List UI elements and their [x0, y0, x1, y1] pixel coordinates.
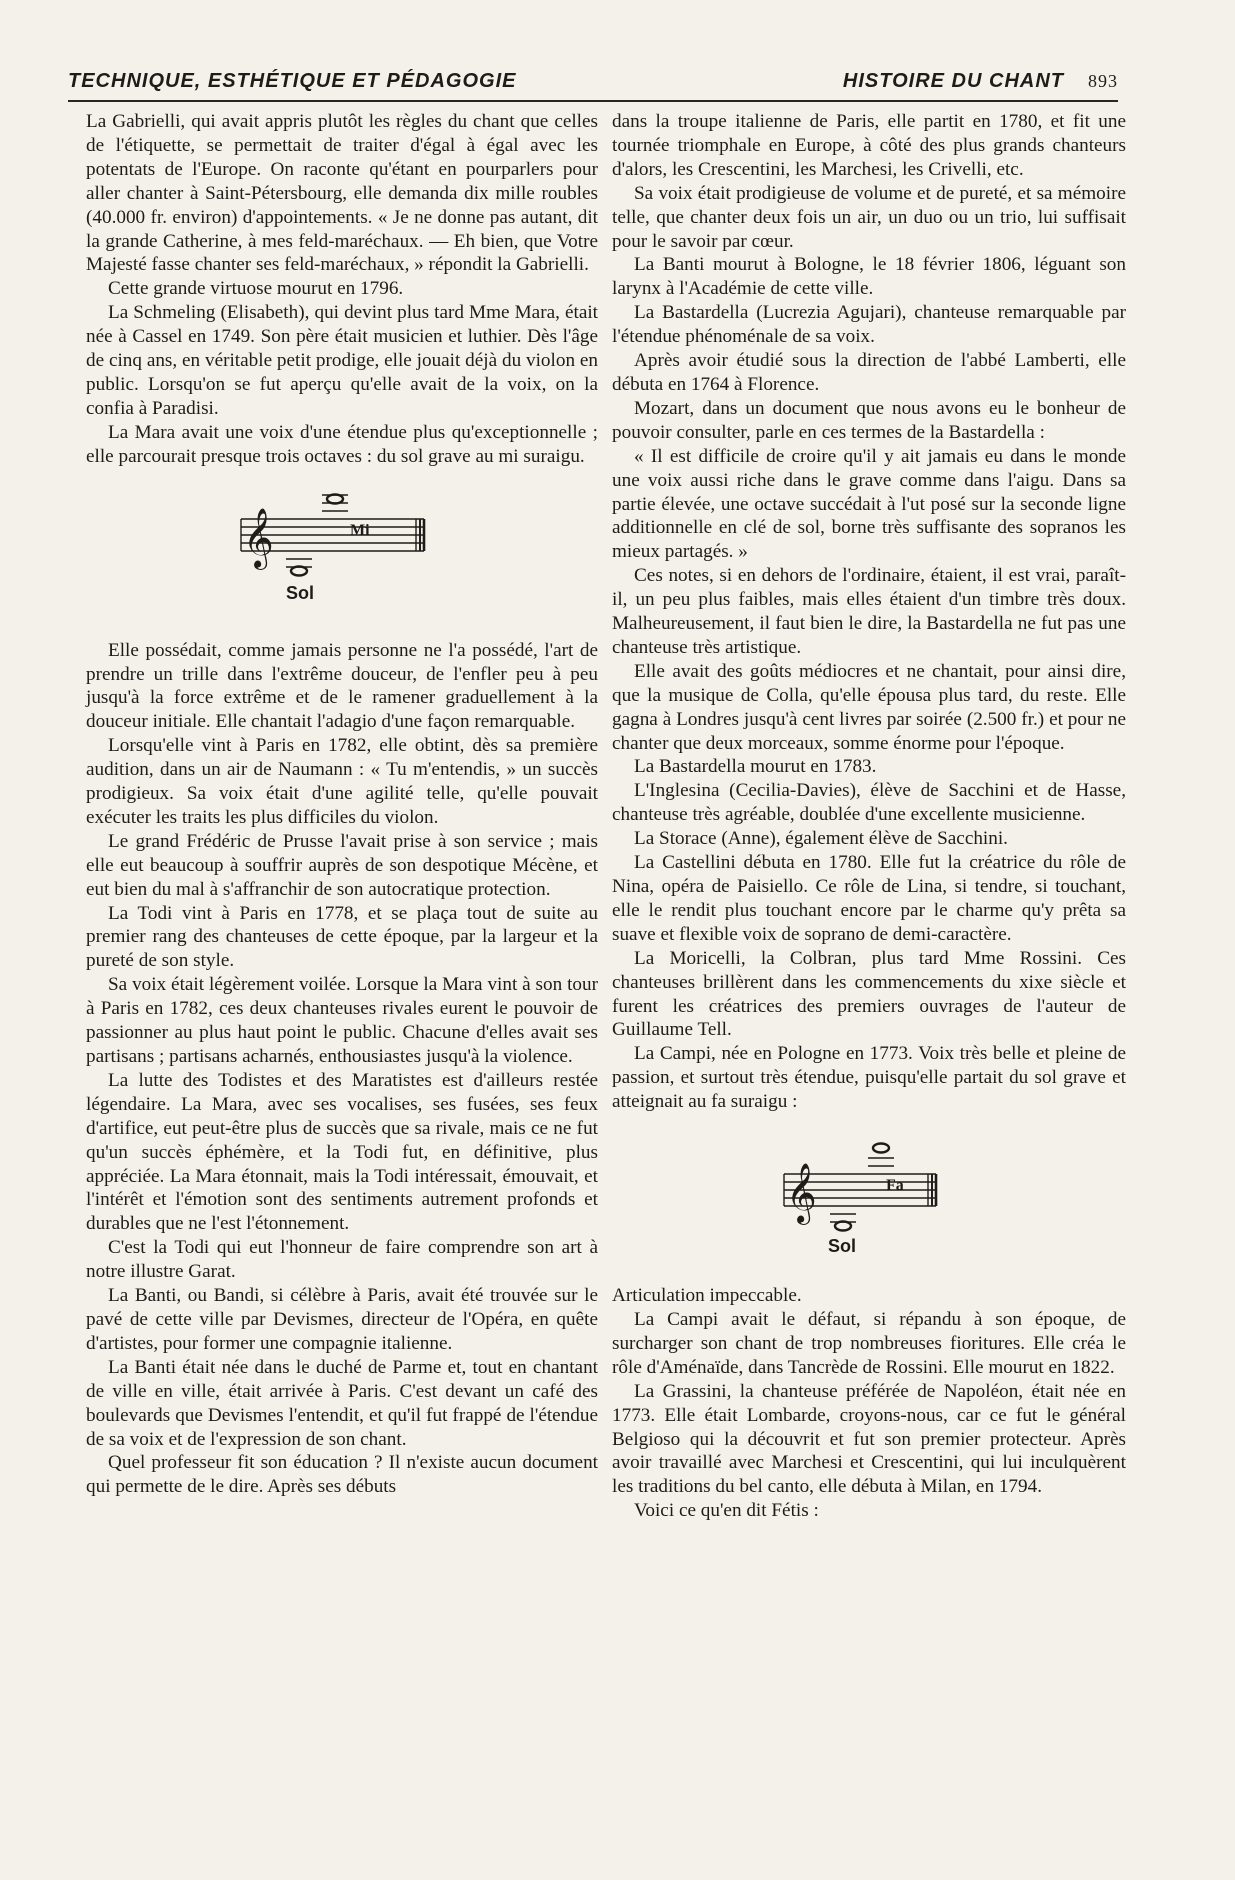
paragraph: « Il est difficile de croire qu'il y ait jamais eu dans le monde une voix aussi riche dans le grave comme dans l'aigu. Dans sa partie élevée, une octave succédait à l'ut posé sur la seconde ligne additionnelle en clé de sol, borne très suffisante des sopranos les mieux partagés. »	[612, 445, 1126, 563]
paragraph: Elle possédait, comme jamais personne ne l'a possédé, l'art de prendre un trille dans l'extrême douceur, de l'enfler peu à peu jusqu'à la force extrême et de le ramener graduellement à la douceur initiale. Elle chantait l'adagio d'une façon remarquable.	[86, 639, 598, 733]
paragraph: Quel professeur fit son éducation ? Il n'existe aucun document qui permette de le dire. Après ses débuts	[86, 1452, 598, 1498]
paragraph: La Storace (Anne), également élève de Sacchini.	[634, 828, 1008, 850]
running-header	[68, 70, 1118, 102]
paragraph: La Campi avait le défaut, si répandu à son époque, de surcharger son chant de trop nombreuses fioritures. Elle créa le rôle d'Aménaïde, dans Tancrède de Rossini. Elle mourut en 1822.	[612, 1308, 1126, 1378]
campi-range-figure	[612, 1122, 1126, 1272]
paragraph: Mozart, dans un document que nous avons eu le bonheur de pouvoir consulter, parle en ces termes de la Bastardella :	[612, 397, 1126, 443]
note-label-high: Mi	[350, 521, 370, 539]
paragraph: La Banti, ou Bandi, si célèbre à Paris, avait été trouvée sur le pavé de cette ville par Devismes, directeur de l'Opéra, en quête d'artistes, pour former une compagnie italienne.	[86, 1285, 598, 1354]
svg-text:𝄞: 𝄞	[786, 1163, 817, 1224]
paragraph: Sa voix était prodigieuse de volume et de pureté, et sa mémoire telle, que chanter deux fois un air, un duo ou un trio, lui suffisait pour le savoir par cœur.	[612, 182, 1126, 252]
paragraph: Voici ce qu'en dit Fétis :	[634, 1500, 819, 1522]
paragraph: La Banti mourut à Bologne, le 18 février 1806, léguant son larynx à l'Académie de cette ville.	[612, 254, 1126, 300]
paragraph: La Schmeling (Elisabeth), qui devint plus tard Mme Mara, était née à Cassel en 1749. Son père était musicien et luthier. Dès l'âge de cinq ans, en véritable petit prodige, elle jouait déjà du violon en public. Lorsqu'on se fut aperçu qu'elle avait de la voix, on la confia à Paradisi.	[86, 302, 598, 419]
paragraph: La lutte des Todistes et des Maratistes est d'ailleurs restée légendaire. La Mara, avec ses vocalises, ses fusées, ses feux d'artifice, eut peut-être plus de succès que sa rivale, mais ce ne fut qu'un succès éphémère, et la Todi fut, en définitive, plus appréciée. La Mara étonnait, mais la Todi intéressait, émouvait, et l'intérêt et l'émotion sont des sentiments autrement profonds et durables que ne l'est l'étonnement.	[86, 1069, 598, 1235]
paragraph: Sa voix était légèrement voilée. Lorsque la Mara vint à son tour à Paris en 1782, ces deux chanteuses rivales eurent le pouvoir de passionner au plus haut point le public. Chacune d'elles avait ses partisans ; partisans acharnés, enthousiastes jusqu'à la violence.	[86, 974, 598, 1067]
note-label-high: Fa	[886, 1177, 904, 1195]
paragraph: La Bastardella mourut en 1783.	[634, 756, 877, 778]
header-chapter: HISTOIRE DU CHANT	[842, 70, 1064, 92]
paragraph: La Campi, née en Pologne en 1773. Voix très belle et pleine de passion, et surtout très étendue, puisqu'elle partait du sol grave et atteignait au fa suraigu :	[612, 1043, 1126, 1113]
page-number: 893	[1088, 71, 1118, 91]
paragraph: dans la troupe italienne de Paris, elle partit en 1780, et fit une tournée triomphale en Europe, à côté des plus grands chanteurs d'alors, les Crescentini, les Marchesi, les Crivelli, etc.	[612, 111, 1126, 180]
paragraph: La Todi vint à Paris en 1778, et se plaça tout de suite au premier rang des chanteuses de cette époque, par la largeur et la pureté de son style.	[86, 902, 598, 972]
note-label-low: Sol	[286, 582, 315, 603]
paragraph: Ces notes, si en dehors de l'ordinaire, étaient, il est vrai, paraît-il, un peu plus faibles, mais elles étaient d'un timbre très doux. Malheureusement, il faut bien le dire, la Bastardella ne fut pas une chanteuse très artistique.	[612, 565, 1126, 658]
paragraph: Cette grande virtuose mourut en 1796.	[108, 278, 404, 300]
right-column	[612, 110, 1126, 1523]
paragraph: Lorsqu'elle vint à Paris en 1782, elle obtint, dès sa première audition, dans un air de Naumann : « Tu m'entendis, » un succès prodigieux. Sa voix était d'une agilité telle, qu'elle pouvait exécuter les traits les plus difficiles du violon.	[86, 735, 598, 828]
mara-range-figure	[86, 477, 598, 627]
paragraph: La Mara avait une voix d'une étendue plus qu'exceptionnelle ; elle parcourait presque trois octaves : du sol grave au mi suraigu.	[86, 421, 598, 467]
paragraph: L'Inglesina (Cecilia-Davies), élève de Sacchini et de Hasse, chanteuse très agréable, doublée d'une excellente musicienne.	[612, 780, 1126, 826]
paragraph: La Gabrielli, qui avait appris plutôt les règles du chant que celles de l'étiquette, se permettait de traiter d'égal à égal avec les potentats de l'Europe. On raconte qu'étant en pourparlers pour aller chanter à Saint-Pétersbourg, elle demanda dix mille roubles (40.000 fr. environ) d'appointements. « Je ne donne pas autant, dit la grande Catherine, à mes feld-maréchaux. — Eh bien, que Votre Majesté fasse chanter ses feld-maréchaux, » répondit la Gabrielli.	[86, 111, 598, 276]
paragraph: La Bastardella (Lucrezia Agujari), chanteuse remarquable par l'étendue phénoménale de sa voix.	[612, 302, 1126, 348]
left-column	[86, 110, 598, 1499]
paragraph: Le grand Frédéric de Prusse l'avait prise à son service ; mais elle eut beaucoup à souffrir auprès de son despotique Mécène, et eut bien du mal à s'affranchir de son autocratique protection.	[86, 830, 598, 900]
paragraph: La Castellini débuta en 1780. Elle fut la créatrice du rôle de Nina, opéra de Paisiello. Ce rôle de Lina, si tendre, si touchant, elle le rendit plus touchant encore par le charme qu'y prêta sa suave et flexible voix de soprano de demi-caractère.	[612, 852, 1126, 945]
music-staff-mara	[86, 477, 598, 627]
paragraph: Articulation impeccable.	[612, 1285, 802, 1307]
header-section-title: TECHNIQUE, ESTHÉTIQUE ET PÉDAGOGIE	[68, 70, 517, 92]
svg-text:𝄞: 𝄞	[243, 507, 274, 568]
paragraph: Après avoir étudié sous la direction de l'abbé Lamberti, elle débuta en 1764 à Florence.	[612, 350, 1126, 395]
paragraph: C'est la Todi qui eut l'honneur de faire comprendre son art à notre illustre Garat.	[86, 1237, 598, 1283]
paragraph: La Moricelli, la Colbran, plus tard Mme Rossini. Ces chanteuses brillèrent dans les commencements du xixe siècle et furent les créatrices des premiers ouvrages de l'auteur de Guillaume Tell.	[612, 947, 1126, 1041]
paragraph: La Banti était née dans le duché de Parme et, tout en chantant de ville en ville, était arrivée à Paris. C'est devant un café des boulevards que Devismes l'entendit, et qu'il fut frappé de l'étendue de sa voix et de l'expression de son chant.	[86, 1356, 598, 1450]
paragraph: Elle avait des goûts médiocres et ne chantait, pour ainsi dire, que la musique de Colla, qu'elle épousa plus tard, du reste. Elle gagna à Londres jusqu'à cent livres par soirée (2.500 fr.) et pour ne chanter que deux morceaux, somme énorme pour l'époque.	[612, 660, 1126, 754]
paragraph: La Grassini, la chanteuse préférée de Napoléon, était née en 1773. Elle était Lombarde, croyons-nous, car ce fut le général Belgioso qui la découvrit et fut son premier protecteur. Après avoir travaillé avec Marchesi et Crescentini, qui lui inculquèrent les traditions du bel canto, elle débuta à Milan, en 1794.	[612, 1380, 1126, 1498]
music-staff-campi	[612, 1122, 1126, 1272]
header-chapter-title	[843, 70, 1118, 93]
note-label-low: Sol	[828, 1236, 857, 1257]
